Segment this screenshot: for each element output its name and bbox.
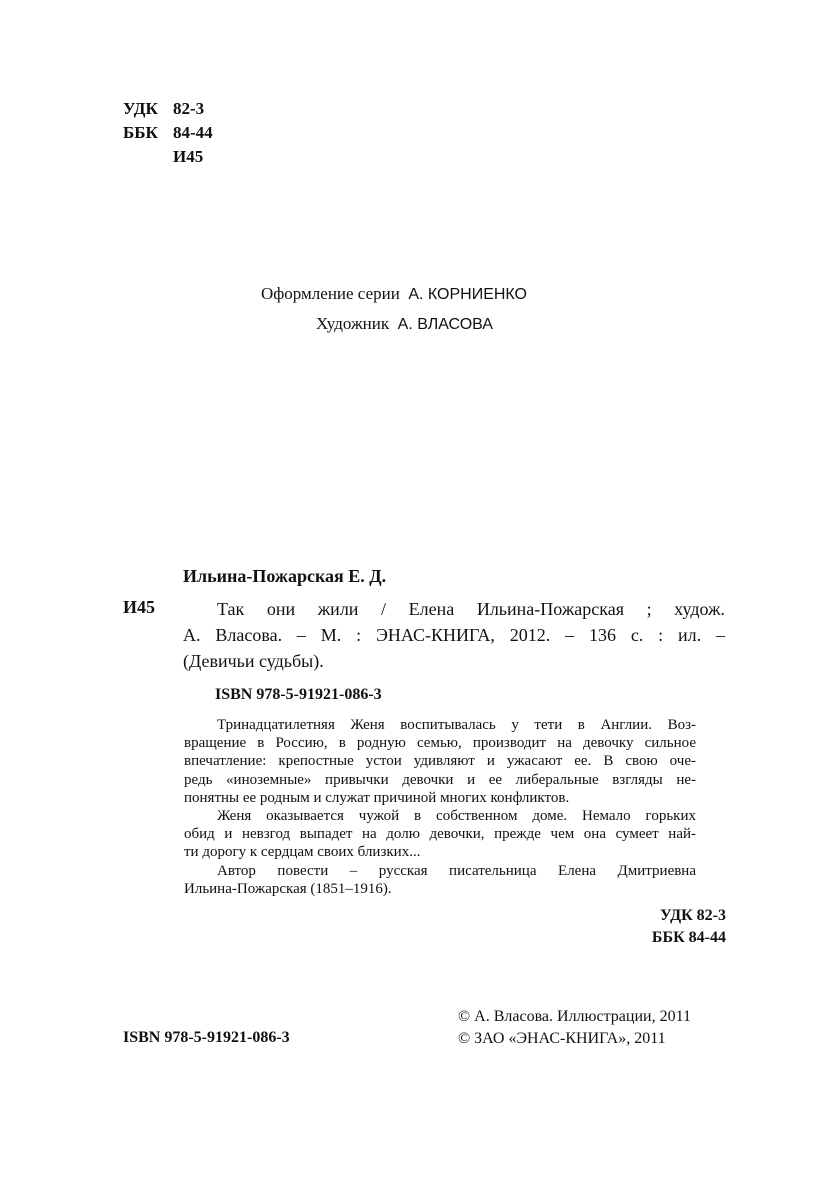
annotation-line: Ильина-Пожарская (1851–1916). xyxy=(184,880,392,897)
biblio-line: Так они жили / Елена Ильина-Пожарская ; худож. xyxy=(217,599,725,619)
author-heading: Ильина-Пожарская Е. Д. xyxy=(183,566,387,586)
annotation-line: Автор повести – русская писательница Елена Дмитриевна xyxy=(217,862,696,879)
copyright-publisher: © ЗАО «ЭНАС-КНИГА», 2011 xyxy=(458,1030,666,1047)
isbn-footer: ISBN 978-5-91921-086-3 xyxy=(123,1029,290,1046)
biblio-line: (Девичьи судьбы). xyxy=(183,651,324,671)
annotation-line: вращение в Россию, в родную семью, производит на девочку сильное xyxy=(184,735,696,752)
bbk-label: ББК xyxy=(123,123,158,142)
artist-credit xyxy=(316,314,493,334)
series-design-credit xyxy=(261,284,527,304)
author-mark-top: И45 xyxy=(173,147,204,166)
author-mark: И45 xyxy=(123,597,156,617)
artist-name: А. ВЛАСОВА xyxy=(397,316,493,333)
bbk-code xyxy=(123,123,213,143)
bbk-right: ББК 84-44 xyxy=(651,929,726,946)
udk-code xyxy=(123,99,204,119)
biblio-line: А. Власова. – М. : ЭНАС-КНИГА, 2012. – 136 с. : ил. – xyxy=(183,625,725,645)
annotation-line: понятны ее родным и служат причиной многих конфликтов. xyxy=(184,789,570,806)
annotation-line: ти дорогу к сердцам своих близких... xyxy=(184,844,421,861)
annotation-line: редь «иноземные» привычки девочки и ее либеральные взгляды не- xyxy=(184,771,696,788)
annotation-line: обид и невзгод выпадет на долю девочки, прежде чем она сумеет най- xyxy=(184,826,696,843)
annotation-line: Женя оказывается чужой в собственном доме. Немало горьких xyxy=(217,808,696,825)
annotation-line: Тринадцатилетняя Женя воспитывалась у тети в Англии. Воз- xyxy=(217,717,696,733)
udk-label: УДК xyxy=(123,99,158,118)
annotation xyxy=(184,716,696,898)
copyright-illustrations: © А. Власова. Иллюстрации, 2011 xyxy=(458,1008,691,1025)
udk-value: 82-3 xyxy=(173,99,205,118)
codes-right xyxy=(652,905,726,949)
udk-right: УДК 82-3 xyxy=(659,907,726,924)
copyright-block xyxy=(458,1006,691,1050)
bbk-value: 84-44 xyxy=(173,123,213,142)
annotation-line: впечатление: крепостные устои удивляют и ужасают ее. В свою оче- xyxy=(184,753,696,770)
artist-label: Художник xyxy=(316,314,390,333)
isbn-main: ISBN 978-5-91921-086-3 xyxy=(215,686,382,703)
bibliographic-description xyxy=(183,596,725,674)
series-design-name: А. КОРНИЕНКО xyxy=(408,286,527,303)
series-design-label: Оформление серии xyxy=(261,284,400,303)
